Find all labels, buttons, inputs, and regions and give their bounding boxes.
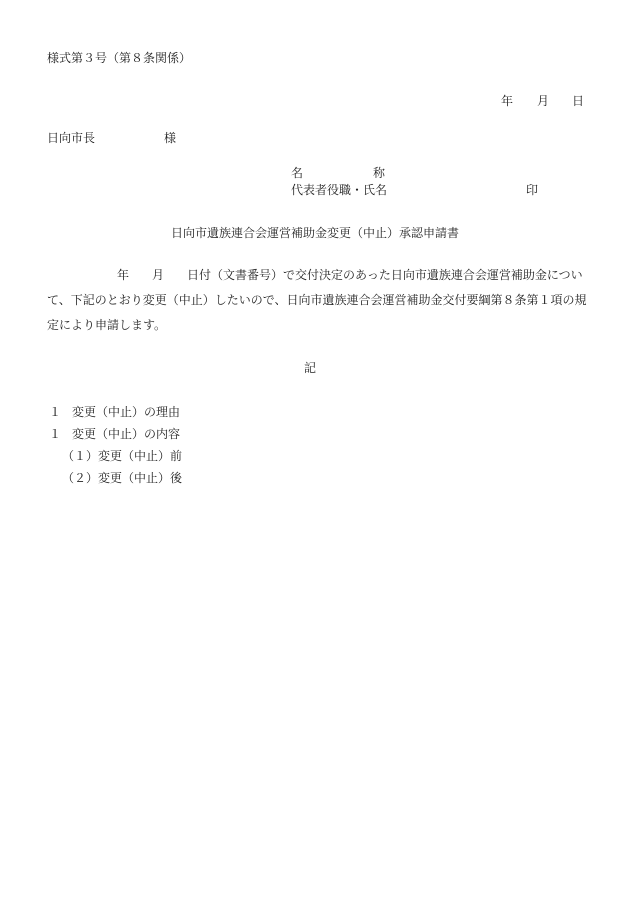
date-year-label: 年 bbox=[501, 94, 514, 108]
seal-label: 印 bbox=[526, 183, 539, 197]
applicant-representative-label: 代表者役職・氏名 bbox=[291, 183, 388, 197]
document-title: 日向市遺族連合会運営補助金変更（中止）承認申請書 bbox=[170, 226, 459, 240]
item-content-after: （２）変更（中止）後 bbox=[62, 471, 183, 485]
item-reason-label: 変更（中止）の理由 bbox=[72, 405, 181, 419]
body-line-2: て、下記のとおり変更（中止）したいので、日向市遺族連合会運営補助金交付要綱第８条第１項の規 bbox=[47, 293, 587, 307]
item-content-number: １ bbox=[49, 427, 62, 441]
body-line-1-text: 日付（文書番号）で交付決定のあった日向市遺族連合会運営補助金につい bbox=[187, 268, 583, 282]
body-line-1 bbox=[187, 268, 583, 282]
addressee-mayor: 日向市長 bbox=[47, 131, 96, 145]
date-day-label: 日 bbox=[572, 94, 585, 108]
item-content-label: 変更（中止）の内容 bbox=[72, 427, 181, 441]
form-label: 様式第３号（第８条関係） bbox=[47, 51, 192, 65]
item-content-before: （１）変更（中止）前 bbox=[62, 449, 183, 463]
body-line-3: 定により申請します。 bbox=[47, 318, 167, 332]
applicant-name-label-char1: 名 bbox=[291, 166, 304, 180]
addressee-honorific: 様 bbox=[164, 131, 177, 145]
applicant-name-label-char2: 称 bbox=[373, 166, 386, 180]
item-reason-number: １ bbox=[49, 405, 62, 419]
body-month-label: 月 bbox=[152, 268, 165, 282]
ki-heading: 記 bbox=[303, 361, 316, 375]
date-month-label: 月 bbox=[537, 94, 550, 108]
body-year-label: 年 bbox=[117, 268, 130, 282]
